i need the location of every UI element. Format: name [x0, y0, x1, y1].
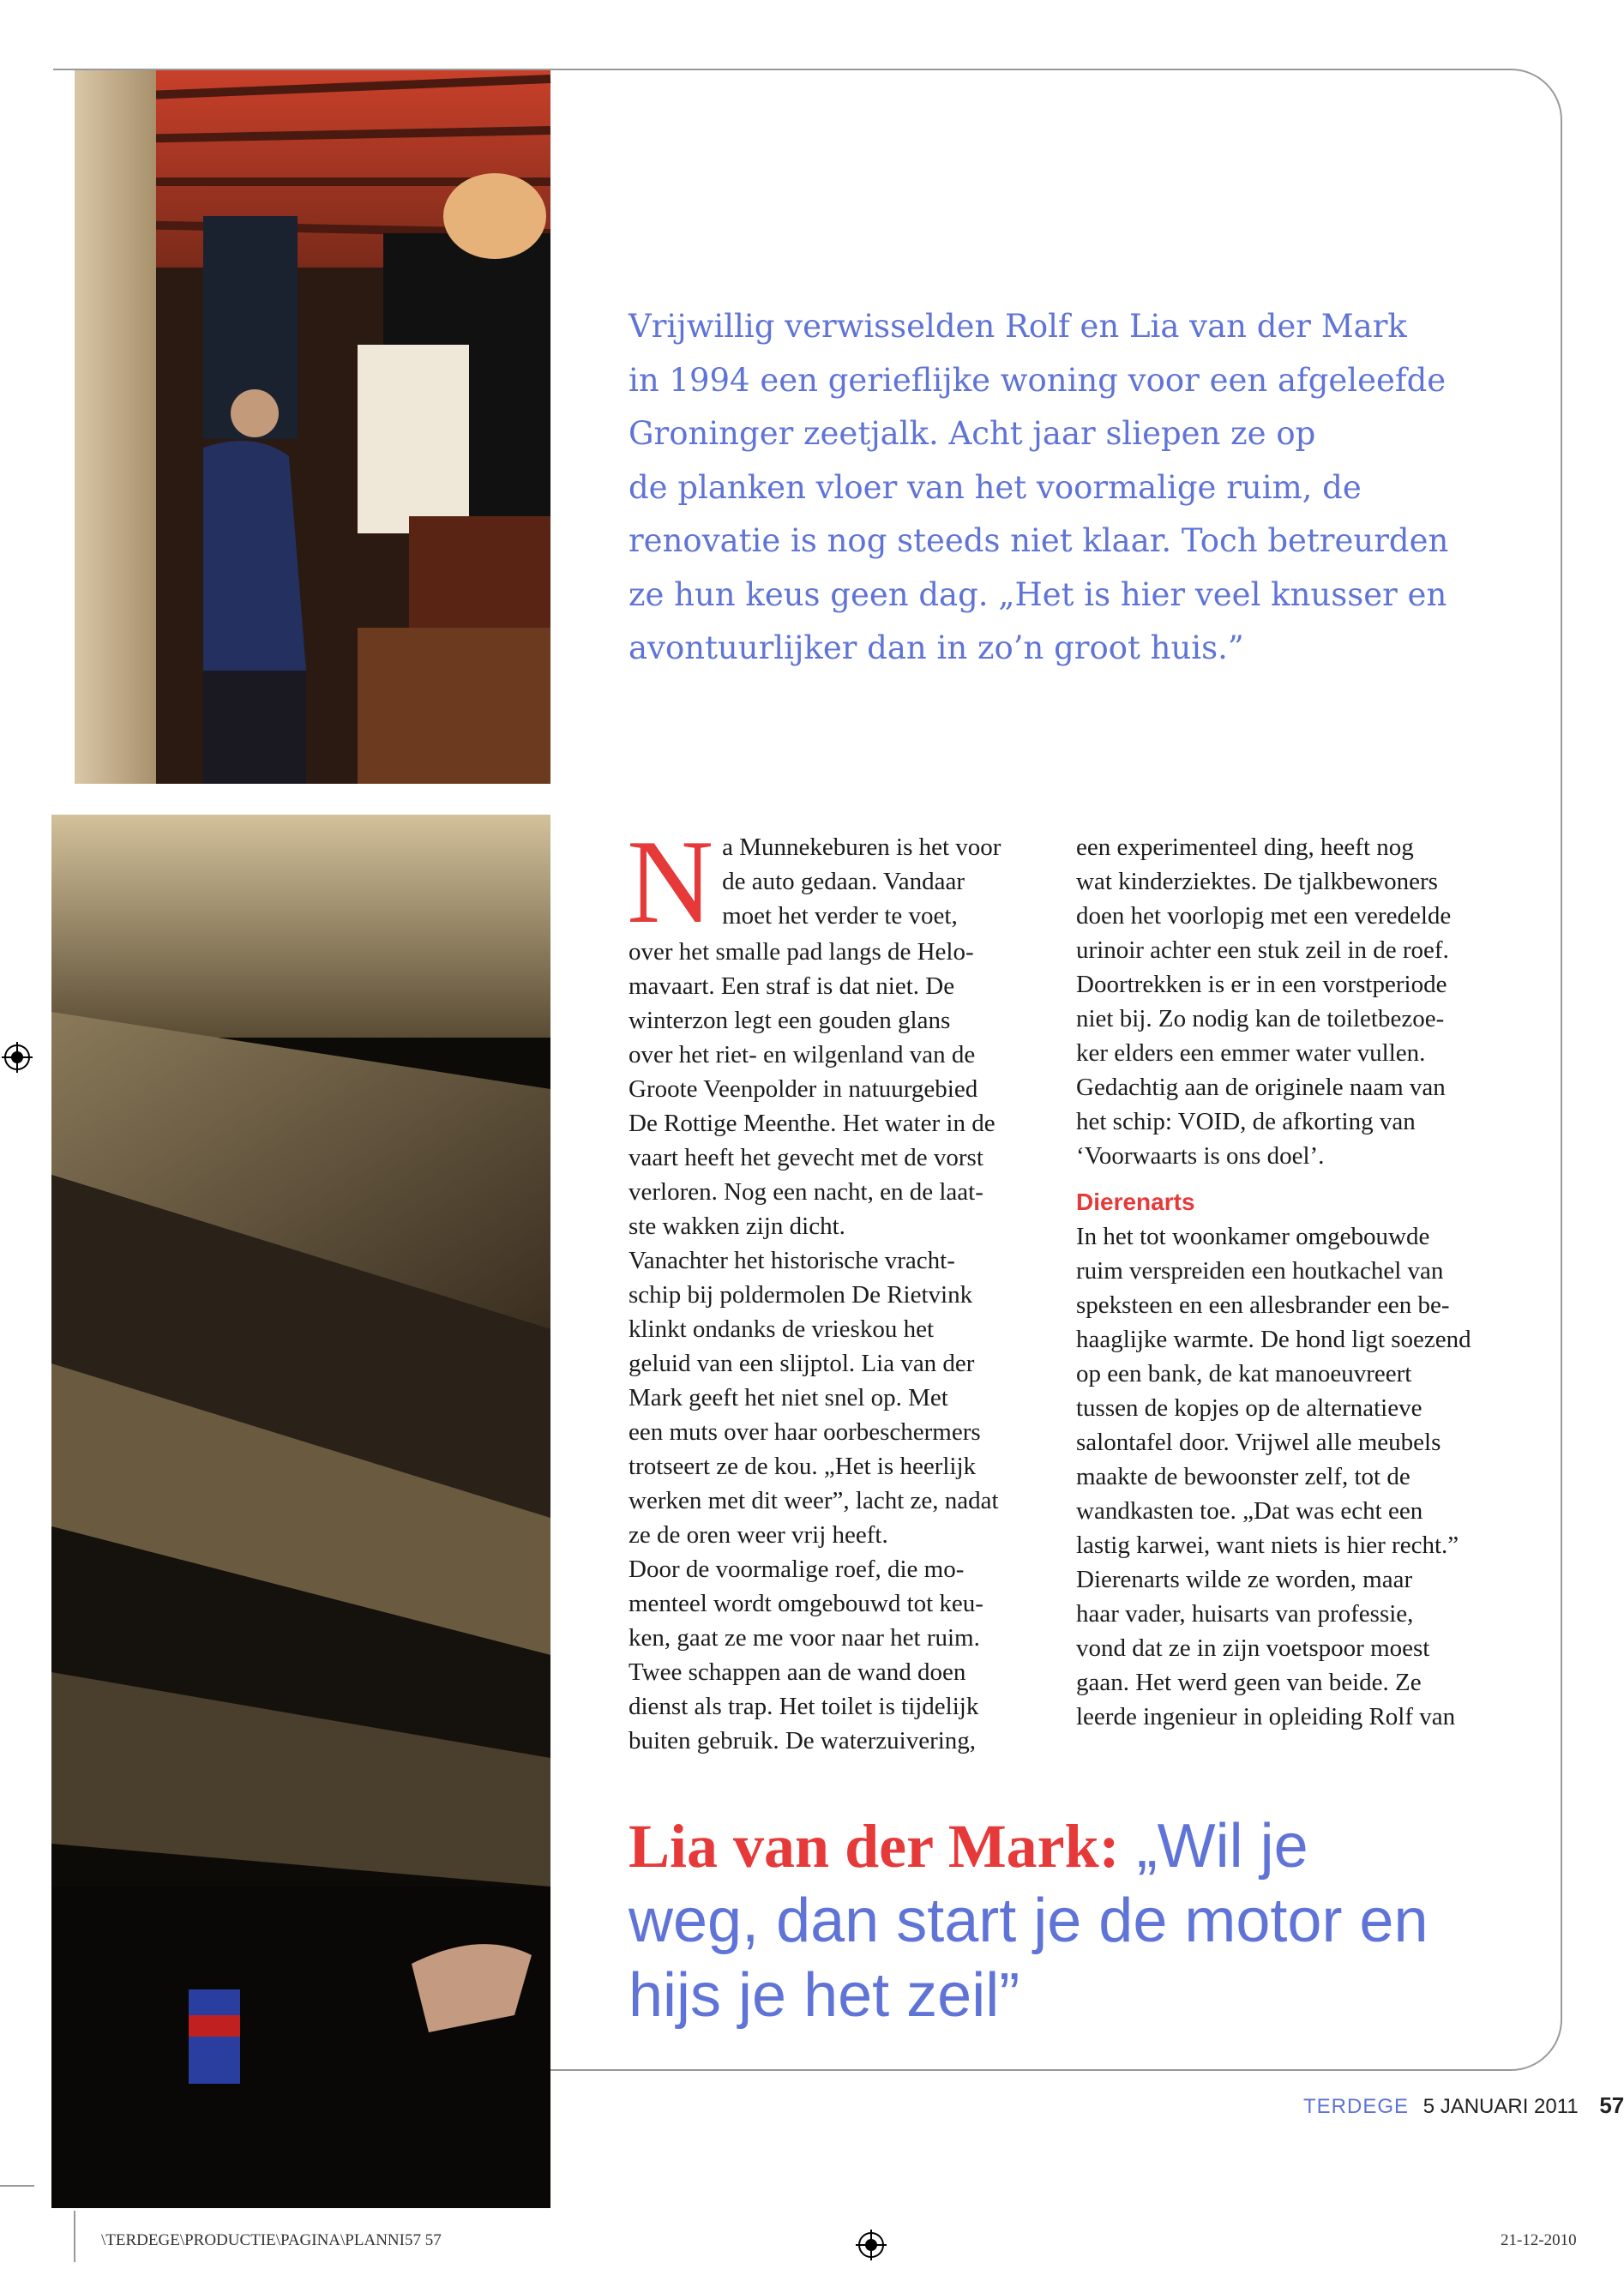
text-line: haaglijke warmte. De hond ligt soezend	[1076, 1326, 1471, 1353]
text-line: ste wakken zijn dicht.	[629, 1213, 845, 1240]
drop-cap: N	[627, 816, 714, 948]
text-line: buiten gebruik. De waterzuivering,	[629, 1727, 977, 1754]
text-line: gaan. Het werd geen van beide. Ze	[1076, 1669, 1422, 1696]
interior-photo-bottom	[51, 815, 550, 2208]
intro-line: avontuurlijker dan in zo’n groot huis.”	[629, 629, 1244, 666]
text-line: ze de oren weer vrij heeft.	[629, 1521, 888, 1549]
text-line: Twee schappen aan de wand doen	[629, 1658, 966, 1686]
text-line: moet het verder te voet,	[722, 902, 958, 930]
text-line: vaart heeft het gevecht met de vorst	[629, 1144, 983, 1171]
pull-quote-line-3: hijs je het zeil”	[629, 1961, 1020, 2030]
text-line: In het tot woonkamer omgebouwde	[1076, 1223, 1430, 1250]
text-line: haar vader, huisarts van professie,	[1076, 1600, 1414, 1628]
intro-line: ze hun keus geen dag. „Het is hier veel knusser en	[629, 575, 1447, 613]
pull-quote-line-1	[629, 1809, 1529, 1884]
text-line: verloren. Nog een nacht, en de laat-	[629, 1178, 983, 1206]
text-line: a Munnekeburen is het voor	[722, 834, 1001, 861]
text-line: Groote Veenpolder in natuurgebied	[629, 1075, 978, 1103]
text-line: klinkt ondanks de vrieskou het	[629, 1315, 935, 1343]
text-line: winterzon legt een gouden glans	[629, 1007, 951, 1034]
text-line: trotseert ze de kou. „Het is heerlijk	[629, 1453, 977, 1480]
text-line: lastig karwei, want niets is hier recht.”	[1076, 1532, 1459, 1559]
text-line: urinoir achter een stuk zeil in de roef.	[1076, 936, 1449, 964]
text-line: niet bij. Zo nodig kan de toiletbezoe-	[1076, 1005, 1445, 1032]
text-line: werken met dit weer”, lacht ze, nadat	[629, 1487, 999, 1514]
text-line: tussen de kopjes op de alternatieve	[1076, 1394, 1423, 1422]
text-line: Doortrekken is er in een vorstperiode	[1076, 971, 1447, 998]
text-line: leerde ingenieur in opleiding Rolf van	[1076, 1703, 1456, 1730]
pull-quote-line-2: weg, dan start je de motor en	[629, 1887, 1429, 1955]
intro-text	[629, 300, 1449, 676]
text-line: speksteen en een allesbrander een be-	[1076, 1291, 1450, 1319]
pull-quote-speaker: Lia van der Mark:	[629, 1812, 1120, 1881]
crop-mark	[74, 2211, 75, 2262]
intro-line: Groninger zeetjalk. Acht jaar sliepen ze op	[629, 415, 1316, 452]
text-line: schip bij poldermolen De Rietvink	[629, 1281, 973, 1309]
text-line: ‘Voorwaarts is ons doel’.	[1076, 1142, 1325, 1170]
text-line: Door de voormalige roef, die mo-	[629, 1556, 965, 1583]
registration-mark-icon	[856, 2230, 887, 2260]
text-line: dienst als trap. Het toilet is tijdelijk	[629, 1693, 979, 1720]
registration-mark-icon	[2, 1042, 33, 1073]
intro-line: de planken vloer van het voormalige ruim, de	[629, 468, 1362, 506]
text-line: doen het voorlopig met een veredelde	[1076, 902, 1452, 930]
subheading: Dierenarts	[1076, 1189, 1195, 1215]
slug-path: \TERDEGE\PRODUCTIE\PAGINA\PLANNI57 57	[101, 2231, 442, 2249]
text-line: ker elders een emmer water vullen.	[1076, 1039, 1426, 1067]
text-line: over het riet- en wilgenland van de	[629, 1041, 976, 1068]
text-line: Mark geeft het niet snel op. Met	[629, 1384, 948, 1411]
interior-photo-top	[75, 70, 550, 784]
pull-quote	[629, 1809, 1529, 2033]
article-column-right	[1076, 830, 1505, 1734]
text-line: Vanachter het historische vracht-	[629, 1247, 955, 1274]
text-line: De Rottige Meenthe. Het water in de	[629, 1110, 995, 1137]
text-line: wat kinderziektes. De tjalkbewoners	[1076, 868, 1438, 895]
text-line: over het smalle pad langs de Helo-	[629, 938, 974, 966]
text-line: wandkasten toe. „Dat was echt een	[1076, 1497, 1423, 1525]
text-line: de auto gedaan. Vandaar	[722, 868, 965, 895]
text-line: een muts over haar oorbeschermers	[629, 1418, 981, 1446]
text-line: salontafel door. Vrijwel alle meubels	[1076, 1429, 1441, 1456]
crop-mark	[0, 2185, 34, 2187]
page-footer	[1303, 2092, 1624, 2119]
text-line: op een bank, de kat manoeuvreert	[1076, 1360, 1412, 1387]
text-line: geluid van een slijptol. Lia van der	[629, 1350, 975, 1377]
slug-date: 21-12-2010	[1501, 2231, 1577, 2249]
text-line: het schip: VOID, de afkorting van	[1076, 1108, 1416, 1135]
page-number: 57	[1599, 2092, 1624, 2118]
text-line: mavaart. Een straf is dat niet. De	[629, 972, 955, 1000]
magazine-name: TERDEGE	[1303, 2095, 1410, 2118]
issue-date: 5 JANUARI 2011	[1423, 2095, 1579, 2118]
article-column-left	[627, 816, 1057, 1758]
text-line: vond dat ze in zijn voetspoor moest	[1076, 1634, 1430, 1662]
text-line: een experimenteel ding, heeft nog	[1076, 834, 1414, 861]
text-line: ken, gaat ze me voor naar het ruim.	[629, 1624, 980, 1652]
intro-line: renovatie is nog steeds niet klaar. Toch betreurden	[629, 522, 1449, 559]
text-line: ruim verspreiden een houtkachel van	[1076, 1257, 1444, 1285]
text-line: menteel wordt omgebouwd tot keu-	[629, 1590, 983, 1617]
text-line: Gedachtig aan de originele naam van	[1076, 1074, 1446, 1101]
text-line: maakte de bewoonster zelf, tot de	[1076, 1463, 1410, 1490]
intro-line: in 1994 een gerieflijke woning voor een afgeleefde	[629, 361, 1447, 399]
pull-quote-text: „Wil je	[1136, 1812, 1308, 1881]
intro-line: Vrijwillig verwisselden Rolf en Lia van der Mark	[629, 308, 1407, 345]
text-line: Dierenarts wilde ze worden, maar	[1076, 1566, 1413, 1593]
